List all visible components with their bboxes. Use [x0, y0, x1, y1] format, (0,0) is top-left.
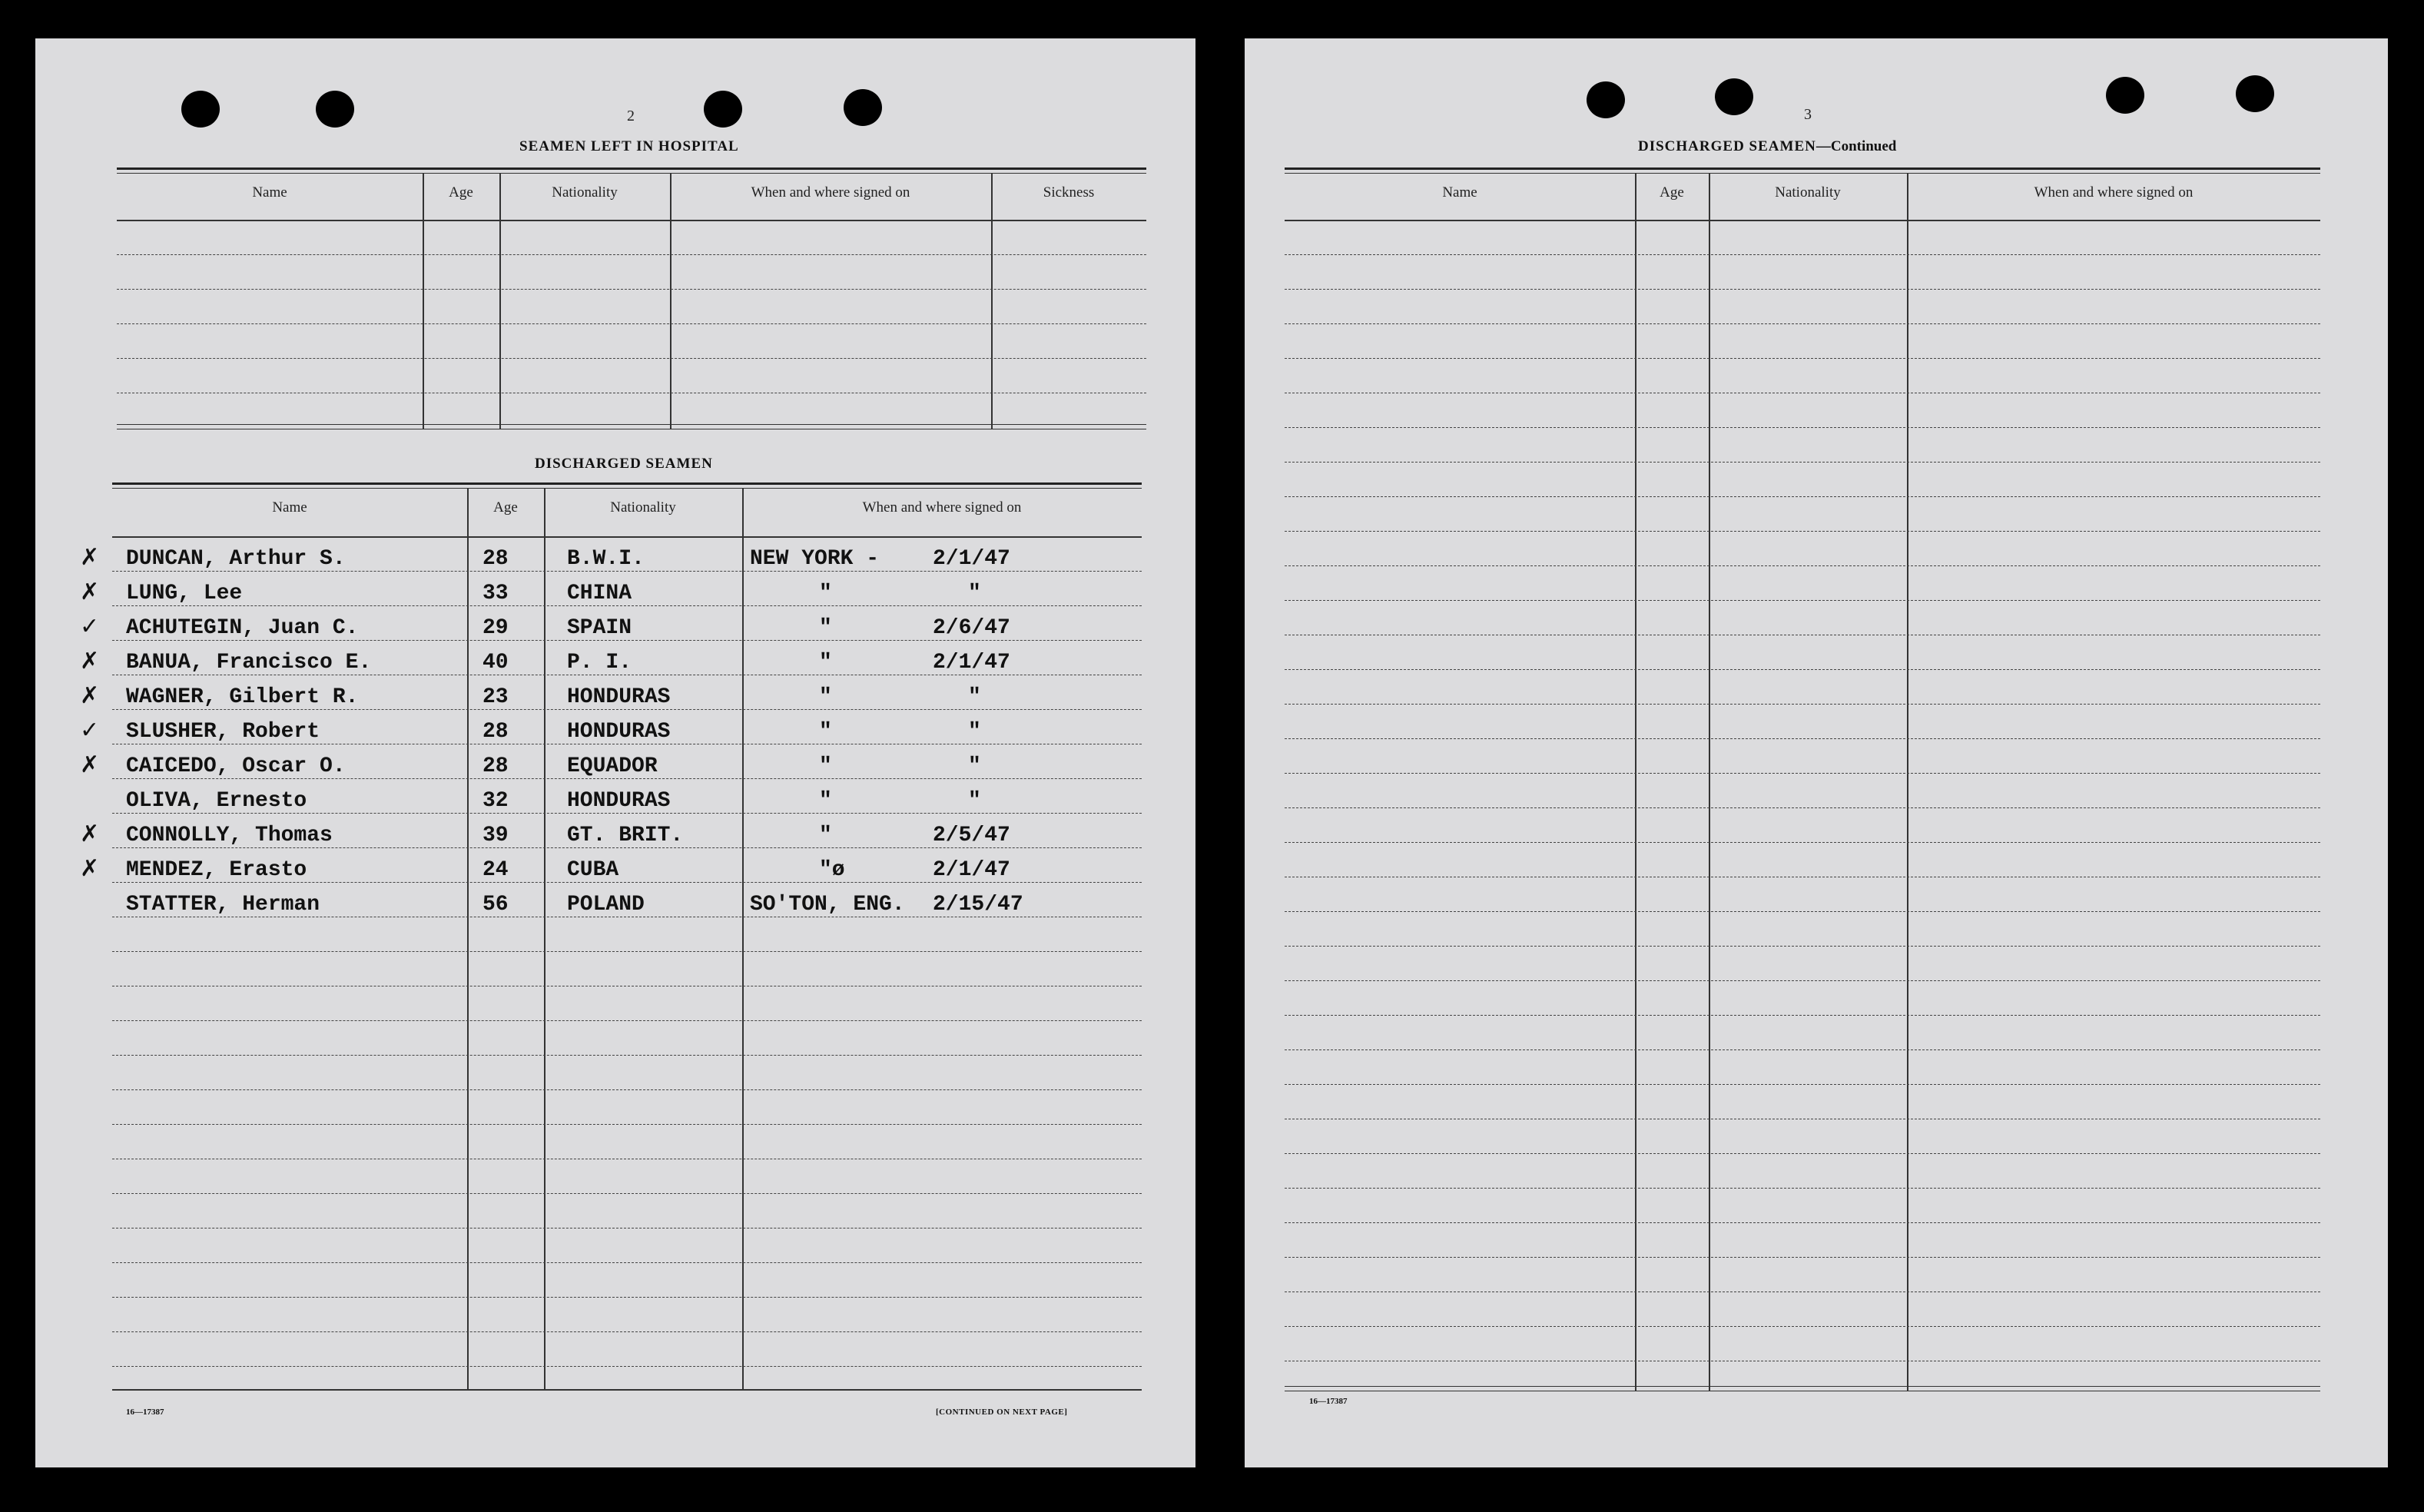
page-number: 3 [1804, 106, 1812, 123]
table-top-rule [117, 167, 1146, 170]
row-rule [1285, 1257, 2320, 1258]
check-mark: ✓ [80, 717, 100, 744]
column-header: Name [1442, 184, 1477, 201]
table-bottom-rule [112, 1389, 1142, 1391]
row-rule [1285, 496, 2320, 497]
check-mark: ✗ [80, 682, 100, 709]
seaman-age: 40 [482, 651, 509, 675]
hospital-section-title: SEAMEN LEFT IN HOSPITAL [519, 138, 739, 154]
continued-section-title: DISCHARGED SEAMEN—Continued [1638, 138, 1897, 154]
discharged-section-title: DISCHARGED SEAMEN [535, 456, 713, 472]
row-rule [1285, 842, 2320, 843]
row-rule [1285, 1222, 2320, 1223]
signed-on-date: 2/1/47 [933, 858, 1010, 882]
row-rule [1285, 773, 2320, 774]
column-header: When and where signed on [751, 184, 910, 201]
row-rule [1285, 1049, 2320, 1050]
table-row [35, 857, 1149, 887]
seaman-nationality: B.W.I. [567, 547, 645, 571]
signed-on-place: " [819, 582, 832, 605]
punch-hole [844, 89, 882, 126]
row-rule [112, 1055, 1142, 1056]
check-mark: ✗ [80, 821, 100, 847]
row-rule [1285, 669, 2320, 670]
table-row [35, 891, 1149, 922]
row-rule [1285, 1153, 2320, 1154]
punch-hole [316, 91, 354, 128]
column-divider [499, 174, 501, 429]
column-divider [670, 174, 671, 429]
signed-on-date: 2/1/47 [933, 547, 1010, 571]
table-row [35, 684, 1149, 715]
row-rule [1285, 1326, 2320, 1327]
signed-on-place: SO'TON, ENG. [750, 893, 905, 917]
table-row [35, 649, 1149, 680]
table-top-rule [1285, 173, 2320, 174]
seaman-nationality: SPAIN [567, 616, 632, 640]
row-rule [1285, 980, 2320, 981]
row-rule [117, 323, 1146, 324]
seaman-nationality: EQUADOR [567, 754, 658, 778]
row-rule [112, 1297, 1142, 1298]
column-divider [1907, 174, 1908, 1391]
row-rule [112, 1089, 1142, 1090]
seaman-age: 28 [482, 547, 509, 571]
seaman-name: BANUA, Francisco E. [126, 651, 372, 675]
seaman-nationality: POLAND [567, 893, 645, 917]
signed-on-place: " [819, 685, 832, 709]
signed-on-place: " [819, 720, 832, 744]
continued-note: [CONTINUED ON NEXT PAGE] [936, 1408, 1068, 1417]
table-row [35, 718, 1149, 749]
column-header: Age [449, 184, 473, 201]
signed-on-date: " [968, 789, 981, 813]
signed-on-place: " [819, 616, 832, 640]
seaman-name: OLIVA, Ernesto [126, 789, 307, 813]
form-number: 16—17387 [126, 1408, 164, 1417]
row-rule [1285, 565, 2320, 566]
seaman-age: 24 [482, 858, 509, 882]
seaman-name: SLUSHER, Robert [126, 720, 320, 744]
row-rule [1285, 946, 2320, 947]
column-header: Age [1660, 184, 1684, 201]
column-header: Name [252, 184, 287, 201]
column-header: Nationality [552, 184, 618, 201]
row-rule [117, 358, 1146, 359]
row-rule [112, 1193, 1142, 1194]
row-rule [1285, 911, 2320, 912]
table-bottom-rule [1285, 1386, 2320, 1387]
page-number: 2 [627, 108, 635, 124]
signed-on-place: NEW YORK - [750, 547, 880, 571]
seaman-nationality: CUBA [567, 858, 619, 882]
seaman-age: 29 [482, 616, 509, 640]
check-mark: ✗ [80, 751, 100, 778]
column-header: When and where signed on [862, 499, 1022, 516]
seaman-age: 39 [482, 824, 509, 847]
column-header: Age [493, 499, 518, 516]
signed-on-date: 2/5/47 [933, 824, 1010, 847]
column-header: When and where signed on [2034, 184, 2194, 201]
right-page [1245, 38, 2388, 1467]
signed-on-date: " [968, 685, 981, 709]
column-header: Sickness [1043, 184, 1095, 201]
check-mark: ✗ [80, 648, 100, 675]
seaman-age: 33 [482, 582, 509, 605]
row-rule [112, 1366, 1142, 1367]
signed-on-place: " [819, 651, 832, 675]
row-rule [1285, 704, 2320, 705]
seaman-name: LUNG, Lee [126, 582, 243, 605]
seaman-nationality: HONDURAS [567, 685, 671, 709]
row-rule [1285, 254, 2320, 255]
signed-on-place: " [819, 789, 832, 813]
punch-hole [704, 91, 742, 128]
table-row [35, 615, 1149, 645]
column-header: Nationality [1775, 184, 1841, 201]
form-number: 16—17387 [1309, 1397, 1348, 1406]
seaman-name: STATTER, Herman [126, 893, 320, 917]
row-rule [1285, 358, 2320, 359]
table-row [35, 545, 1149, 576]
column-divider [1635, 174, 1636, 1391]
seaman-age: 32 [482, 789, 509, 813]
row-rule [1285, 289, 2320, 290]
row-rule [112, 1262, 1142, 1263]
check-mark: ✓ [80, 613, 100, 640]
signed-on-date: 2/6/47 [933, 616, 1010, 640]
check-mark: ✗ [80, 579, 100, 605]
row-rule [112, 1331, 1142, 1332]
seaman-nationality: CHINA [567, 582, 632, 605]
seaman-name: WAGNER, Gilbert R. [126, 685, 359, 709]
seaman-age: 23 [482, 685, 509, 709]
column-header: Nationality [610, 499, 676, 516]
signed-on-date: 2/1/47 [933, 651, 1010, 675]
header-rule [1285, 220, 2320, 221]
row-rule [1285, 807, 2320, 808]
signed-on-date: " [968, 582, 981, 605]
column-divider [1709, 174, 1710, 1391]
seaman-nationality: HONDURAS [567, 789, 671, 813]
seaman-name: DUNCAN, Arthur S. [126, 547, 346, 571]
left-page [35, 38, 1195, 1467]
table-top-rule [112, 488, 1142, 489]
row-rule [1285, 531, 2320, 532]
punch-hole [2106, 77, 2144, 114]
signed-on-place: " [819, 824, 832, 847]
seaman-nationality: GT. BRIT. [567, 824, 684, 847]
row-rule [112, 1124, 1142, 1125]
seaman-name: ACHUTEGIN, Juan C. [126, 616, 359, 640]
seaman-age: 28 [482, 720, 509, 744]
seaman-age: 56 [482, 893, 509, 917]
signed-on-date: " [968, 720, 981, 744]
row-rule [117, 254, 1146, 255]
seaman-age: 28 [482, 754, 509, 778]
punch-hole [2236, 75, 2274, 112]
punch-hole [1587, 81, 1625, 118]
seaman-name: CAICEDO, Oscar O. [126, 754, 346, 778]
punch-hole [1715, 78, 1753, 115]
column-header: Name [272, 499, 307, 516]
signed-on-date: " [968, 754, 981, 778]
column-divider [991, 174, 993, 429]
row-rule [1285, 462, 2320, 463]
row-rule [1285, 427, 2320, 428]
row-rule [112, 1020, 1142, 1021]
row-rule [1285, 323, 2320, 324]
table-bottom-rule [117, 424, 1146, 425]
table-top-rule [112, 482, 1142, 485]
row-rule [1285, 1015, 2320, 1016]
signed-on-place: "ø [819, 858, 845, 882]
table-row [35, 822, 1149, 853]
seaman-nationality: P. I. [567, 651, 632, 675]
row-rule [1285, 1084, 2320, 1085]
row-rule [1285, 1188, 2320, 1189]
column-divider [423, 174, 424, 429]
signed-on-date: 2/15/47 [933, 893, 1023, 917]
row-rule [117, 289, 1146, 290]
seaman-nationality: HONDURAS [567, 720, 671, 744]
check-mark: ✗ [80, 544, 100, 571]
table-row [35, 788, 1149, 818]
header-rule [112, 536, 1142, 538]
signed-on-place: " [819, 754, 832, 778]
seaman-name: CONNOLLY, Thomas [126, 824, 333, 847]
punch-hole [181, 91, 220, 128]
row-rule [1285, 600, 2320, 601]
table-row [35, 580, 1149, 611]
seaman-name: MENDEZ, Erasto [126, 858, 307, 882]
check-mark: ✗ [80, 855, 100, 882]
table-top-rule [1285, 167, 2320, 170]
row-rule [1285, 738, 2320, 739]
table-row [35, 753, 1149, 784]
row-rule [112, 951, 1142, 952]
